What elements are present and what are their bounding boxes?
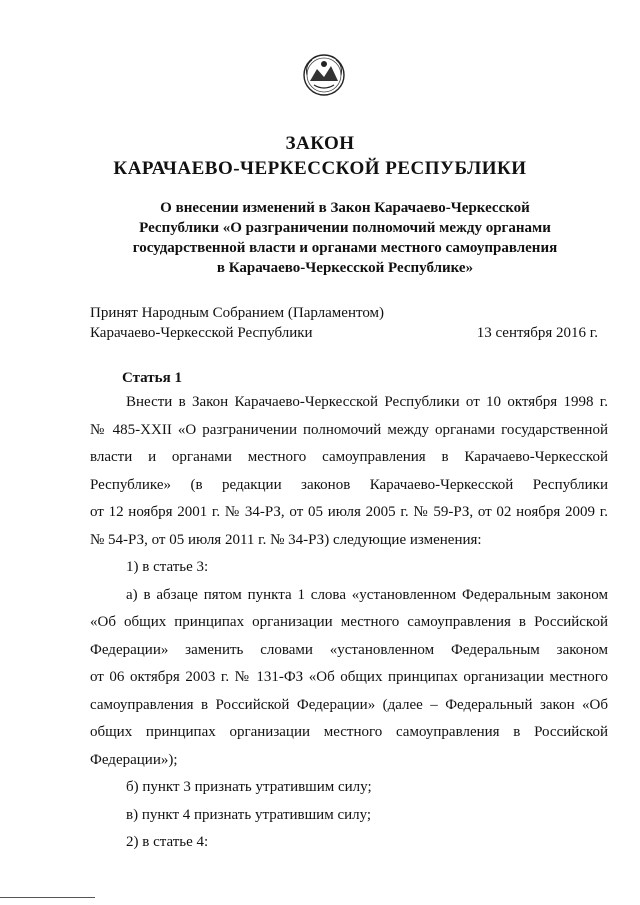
article-body bbox=[90, 389, 608, 857]
body-line: самоуправления в Российской Федерации» (далее – Федеральный закон «Об bbox=[90, 696, 608, 713]
body-line: общих принципах организации местного самоуправления в Российской bbox=[90, 724, 608, 740]
coat-of-arms-emblem bbox=[302, 53, 346, 97]
article-heading: Статья 1 bbox=[122, 370, 182, 386]
body-line: «Об общих принципах организации местного самоуправления в Российской bbox=[90, 614, 608, 630]
adopted-by: Принят Народным Собранием (Парламентом) bbox=[90, 305, 385, 321]
body-line: 2) в статье 4: bbox=[126, 834, 209, 850]
footer-rule bbox=[0, 897, 95, 898]
adoption-block bbox=[90, 303, 598, 343]
body-line: Федерации»); bbox=[90, 751, 178, 768]
subject-line: в Карачаево-Черкесской Республике» bbox=[216, 260, 474, 276]
body-line: Внести в Закон Карачаево-Черкесской Республики от 10 октября 1998 г. bbox=[126, 394, 608, 410]
body-line: Федерации» заменить словами «установленном Федеральным законом bbox=[90, 641, 608, 658]
subject-line: государственной власти и органами местного самоуправления bbox=[132, 240, 558, 256]
body-line: № 54-РЗ, от 05 июля 2011 г. № 34-РЗ) следующие изменения: bbox=[90, 531, 482, 548]
body-line: власти и органами местного самоуправления в Карачаево-Черкесской bbox=[90, 449, 608, 465]
body-line: а) в абзаце пятом пункта 1 слова «установленном Федеральным законом bbox=[126, 586, 608, 603]
body-line: Республике» (в редакции законов Карачаево-Черкесской Республики bbox=[90, 476, 608, 493]
body-line: 1) в статье 3: bbox=[126, 559, 209, 575]
body-line: в) пункт 4 признать утратившим силу; bbox=[126, 806, 372, 823]
body-line: от 12 ноября 2001 г. № 34-РЗ, от 05 июля 2005 г. № 59-РЗ, от 02 ноября 2009 г. bbox=[90, 504, 608, 520]
adoption-date: 13 сентября 2016 г. bbox=[476, 325, 598, 341]
republic-title: КАРАЧАЕВО-ЧЕРКЕССКОЙ РЕСПУБЛИКИ bbox=[113, 158, 527, 179]
body-line: № 485-XXII «О разграничении полномочий между органами государственной bbox=[90, 421, 608, 438]
subject-line: О внесении изменений в Закон Карачаево-Черкесской bbox=[160, 200, 530, 216]
adopted-by-republic: Карачаево-Черкесской Республики bbox=[90, 325, 313, 341]
body-line: б) пункт 3 признать утратившим силу; bbox=[126, 779, 372, 795]
law-title: ЗАКОН bbox=[285, 133, 355, 154]
subject-line: Республики «О разграничении полномочий между органами bbox=[139, 220, 551, 236]
body-line: от 06 октября 2003 г. № 131-ФЗ «Об общих принципах организации местного bbox=[90, 669, 608, 685]
law-subject bbox=[95, 198, 595, 278]
